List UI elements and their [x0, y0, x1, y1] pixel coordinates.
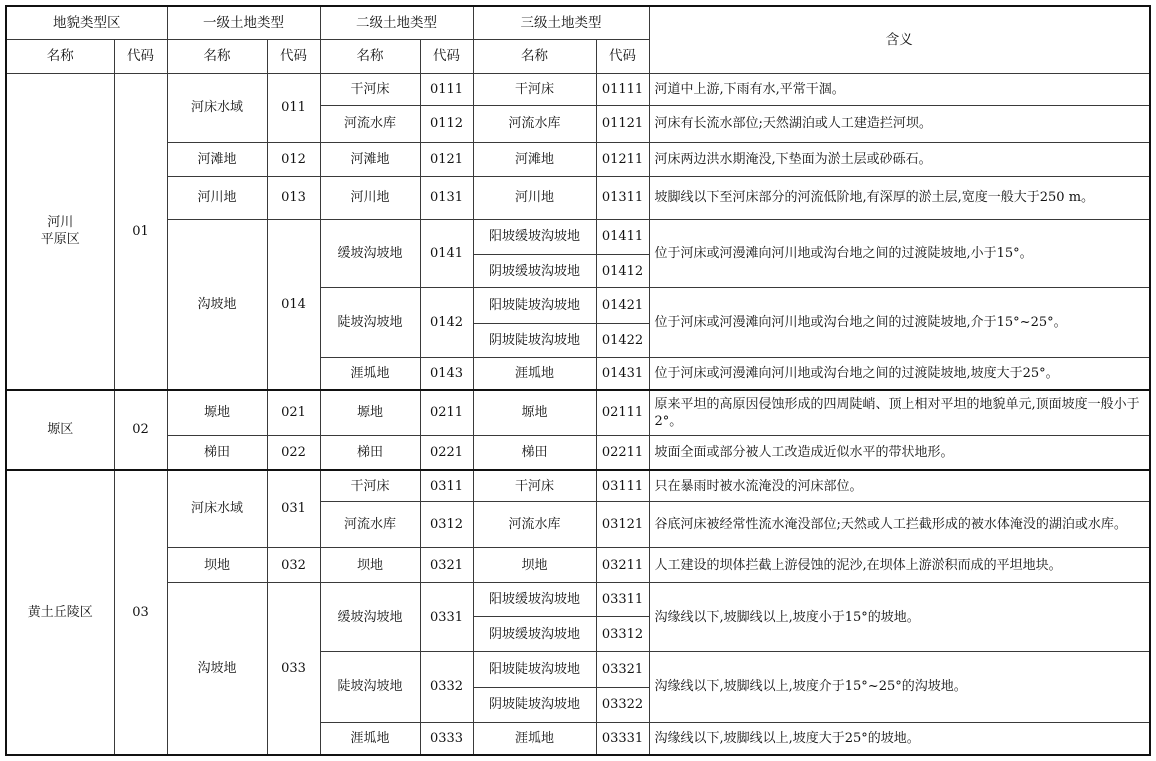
level2-code-cell: 0112: [420, 105, 473, 142]
header-level1: 一级土地类型: [167, 6, 320, 40]
header-level1-code: 代码: [267, 40, 320, 74]
level2-code-cell: 0131: [420, 177, 473, 219]
table-row: [6, 142, 1150, 177]
zone-code-cell: 03: [114, 470, 167, 755]
zone-code-cell: 01: [114, 74, 167, 390]
level2-name-cell: 梯田: [320, 435, 420, 470]
level1-code-cell: 031: [267, 470, 320, 547]
level3-code-cell: 03311: [596, 583, 649, 617]
zone-name-cell: 黄土丘陵区: [6, 470, 114, 755]
level3-name-cell: 塬地: [473, 390, 596, 435]
table-row: [6, 74, 1150, 106]
header-level3: 三级土地类型: [473, 6, 649, 40]
meaning-cell: 沟缘线以下,坡脚线以上,坡度大于25°的坡地。: [649, 722, 1150, 755]
header-level1-name: 名称: [167, 40, 267, 74]
meaning-cell: 人工建设的坝体拦截上游侵蚀的泥沙,在坝体上游淤积而成的平坦地块。: [649, 547, 1150, 583]
level2-name-cell: 缓坡沟坡地: [320, 583, 420, 652]
level3-code-cell: 03111: [596, 470, 649, 502]
level2-name-cell: 陡坡沟坡地: [320, 288, 420, 358]
level3-code-cell: 03121: [596, 502, 649, 547]
level2-code-cell: 0333: [420, 722, 473, 755]
level1-code-cell: 013: [267, 177, 320, 219]
level3-code-cell: 01311: [596, 177, 649, 219]
level3-name-cell: 河流水库: [473, 105, 596, 142]
level3-name-cell: 干河床: [473, 470, 596, 502]
level2-code-cell: 0332: [420, 652, 473, 723]
level2-name-cell: 涯坬地: [320, 722, 420, 755]
level1-name-cell: 沟坡地: [167, 583, 267, 755]
level3-code-cell: 01121: [596, 105, 649, 142]
meaning-cell: 坡面全面或部分被人工改造成近似水平的带状地形。: [649, 435, 1150, 470]
level1-code-cell: 012: [267, 142, 320, 177]
level2-name-cell: 涯坬地: [320, 357, 420, 390]
level3-name-cell: 阴坡陡坡沟坡地: [473, 323, 596, 357]
level3-code-cell: 01211: [596, 142, 649, 177]
table-row: [6, 435, 1150, 470]
level2-name-cell: 河滩地: [320, 142, 420, 177]
level3-code-cell: 03331: [596, 722, 649, 755]
level1-code-cell: 033: [267, 583, 320, 755]
header-level3-name: 名称: [473, 40, 596, 74]
level3-name-cell: 干河床: [473, 74, 596, 106]
table-body: [6, 6, 1150, 755]
level1-name-cell: 沟坡地: [167, 219, 267, 390]
table-row: [6, 583, 1150, 617]
level3-name-cell: 阴坡缓坡沟坡地: [473, 255, 596, 288]
level2-code-cell: 0141: [420, 219, 473, 288]
meaning-cell: 坡脚线以下至河床部分的河流低阶地,有深厚的淤土层,宽度一般大于250 m。: [649, 177, 1150, 219]
level3-code-cell: 02111: [596, 390, 649, 435]
level1-name-cell: 梯田: [167, 435, 267, 470]
level2-code-cell: 0321: [420, 547, 473, 583]
meaning-cell: 只在暴雨时被水流淹没的河床部位。: [649, 470, 1150, 502]
level3-code-cell: 01422: [596, 323, 649, 357]
zone-name-cell: 塬区: [6, 390, 114, 470]
meaning-cell: 位于河床或河漫滩向河川地或沟台地之间的过渡陡坡地,小于15°。: [649, 219, 1150, 288]
level3-code-cell: 03211: [596, 547, 649, 583]
table-row: [6, 470, 1150, 502]
header-level2-code: 代码: [420, 40, 473, 74]
land-type-classification-table: [5, 5, 1151, 756]
zone-code-cell: 02: [114, 390, 167, 470]
level1-name-cell: 坝地: [167, 547, 267, 583]
level3-code-cell: 02211: [596, 435, 649, 470]
level2-code-cell: 0312: [420, 502, 473, 547]
level2-name-cell: 干河床: [320, 74, 420, 106]
level2-name-cell: 缓坡沟坡地: [320, 219, 420, 288]
level3-name-cell: 涯坬地: [473, 722, 596, 755]
level2-code-cell: 0311: [420, 470, 473, 502]
level3-code-cell: 03321: [596, 652, 649, 688]
level3-name-cell: 阳坡缓坡沟坡地: [473, 219, 596, 255]
level1-name-cell: 河床水域: [167, 74, 267, 143]
level1-name-cell: 塬地: [167, 390, 267, 435]
level1-name-cell: 河滩地: [167, 142, 267, 177]
table-row: [6, 390, 1150, 435]
level3-code-cell: 01421: [596, 288, 649, 324]
level3-name-cell: 河流水库: [473, 502, 596, 547]
level2-name-cell: 河流水库: [320, 502, 420, 547]
level2-code-cell: 0211: [420, 390, 473, 435]
level3-name-cell: 阳坡陡坡沟坡地: [473, 288, 596, 324]
meaning-cell: 沟缘线以下,坡脚线以上,坡度小于15°的坡地。: [649, 583, 1150, 652]
level2-code-cell: 0142: [420, 288, 473, 358]
level1-name-cell: 河川地: [167, 177, 267, 219]
meaning-cell: 位于河床或河漫滩向河川地或沟台地之间的过渡陡坡地,坡度大于25°。: [649, 357, 1150, 390]
level2-code-cell: 0221: [420, 435, 473, 470]
header-row-top: [6, 6, 1150, 40]
level2-name-cell: 干河床: [320, 470, 420, 502]
level3-code-cell: 01411: [596, 219, 649, 255]
level2-code-cell: 0121: [420, 142, 473, 177]
level3-name-cell: 梯田: [473, 435, 596, 470]
table-row: [6, 219, 1150, 255]
level3-name-cell: 涯坬地: [473, 357, 596, 390]
level3-name-cell: 坝地: [473, 547, 596, 583]
level2-code-cell: 0331: [420, 583, 473, 652]
meaning-cell: 位于河床或河漫滩向河川地或沟台地之间的过渡陡坡地,介于15°~25°。: [649, 288, 1150, 358]
level2-name-cell: 陡坡沟坡地: [320, 652, 420, 723]
header-level2-name: 名称: [320, 40, 420, 74]
zone-name-cell: 河川 平原区: [6, 74, 114, 390]
level2-name-cell: 河川地: [320, 177, 420, 219]
level1-name-cell: 河床水域: [167, 470, 267, 547]
level3-name-cell: 河滩地: [473, 142, 596, 177]
level1-code-cell: 021: [267, 390, 320, 435]
level1-code-cell: 022: [267, 435, 320, 470]
header-level3-code: 代码: [596, 40, 649, 74]
meaning-cell: 谷底河床被经常性流水淹没部位;天然或人工拦截形成的被水体淹没的湖泊或水库。: [649, 502, 1150, 547]
level2-name-cell: 河流水库: [320, 105, 420, 142]
level2-code-cell: 0111: [420, 74, 473, 106]
level2-name-cell: 塬地: [320, 390, 420, 435]
level1-code-cell: 032: [267, 547, 320, 583]
header-level2: 二级土地类型: [320, 6, 473, 40]
header-zone-code: 代码: [114, 40, 167, 74]
level3-name-cell: 阳坡缓坡沟坡地: [473, 583, 596, 617]
level3-name-cell: 阴坡陡坡沟坡地: [473, 687, 596, 722]
level1-code-cell: 014: [267, 219, 320, 390]
level3-code-cell: 01431: [596, 357, 649, 390]
level3-code-cell: 01111: [596, 74, 649, 106]
meaning-cell: 沟缘线以下,坡脚线以上,坡度介于15°~25°的沟坡地。: [649, 652, 1150, 723]
header-zone-name: 名称: [6, 40, 114, 74]
meaning-cell: 河道中上游,下雨有水,平常干涸。: [649, 74, 1150, 106]
level3-name-cell: 河川地: [473, 177, 596, 219]
level3-name-cell: 阳坡陡坡沟坡地: [473, 652, 596, 688]
meaning-cell: 原来平坦的高原因侵蚀形成的四周陡峭、顶上相对平坦的地貌单元,顶面坡度一般小于2°。: [649, 390, 1150, 435]
level2-code-cell: 0143: [420, 357, 473, 390]
table-row: [6, 177, 1150, 219]
meaning-cell: 河床有长流水部位;天然湖泊或人工建造拦河坝。: [649, 105, 1150, 142]
table-row: [6, 547, 1150, 583]
level3-code-cell: 01412: [596, 255, 649, 288]
header-meaning: 含义: [649, 6, 1150, 74]
level3-code-cell: 03312: [596, 617, 649, 652]
level3-code-cell: 03322: [596, 687, 649, 722]
level3-name-cell: 阴坡缓坡沟坡地: [473, 617, 596, 652]
level1-code-cell: 011: [267, 74, 320, 143]
header-landform-zone: 地貌类型区: [6, 6, 167, 40]
meaning-cell: 河床两边洪水期淹没,下垫面为淤土层或砂砾石。: [649, 142, 1150, 177]
level2-name-cell: 坝地: [320, 547, 420, 583]
